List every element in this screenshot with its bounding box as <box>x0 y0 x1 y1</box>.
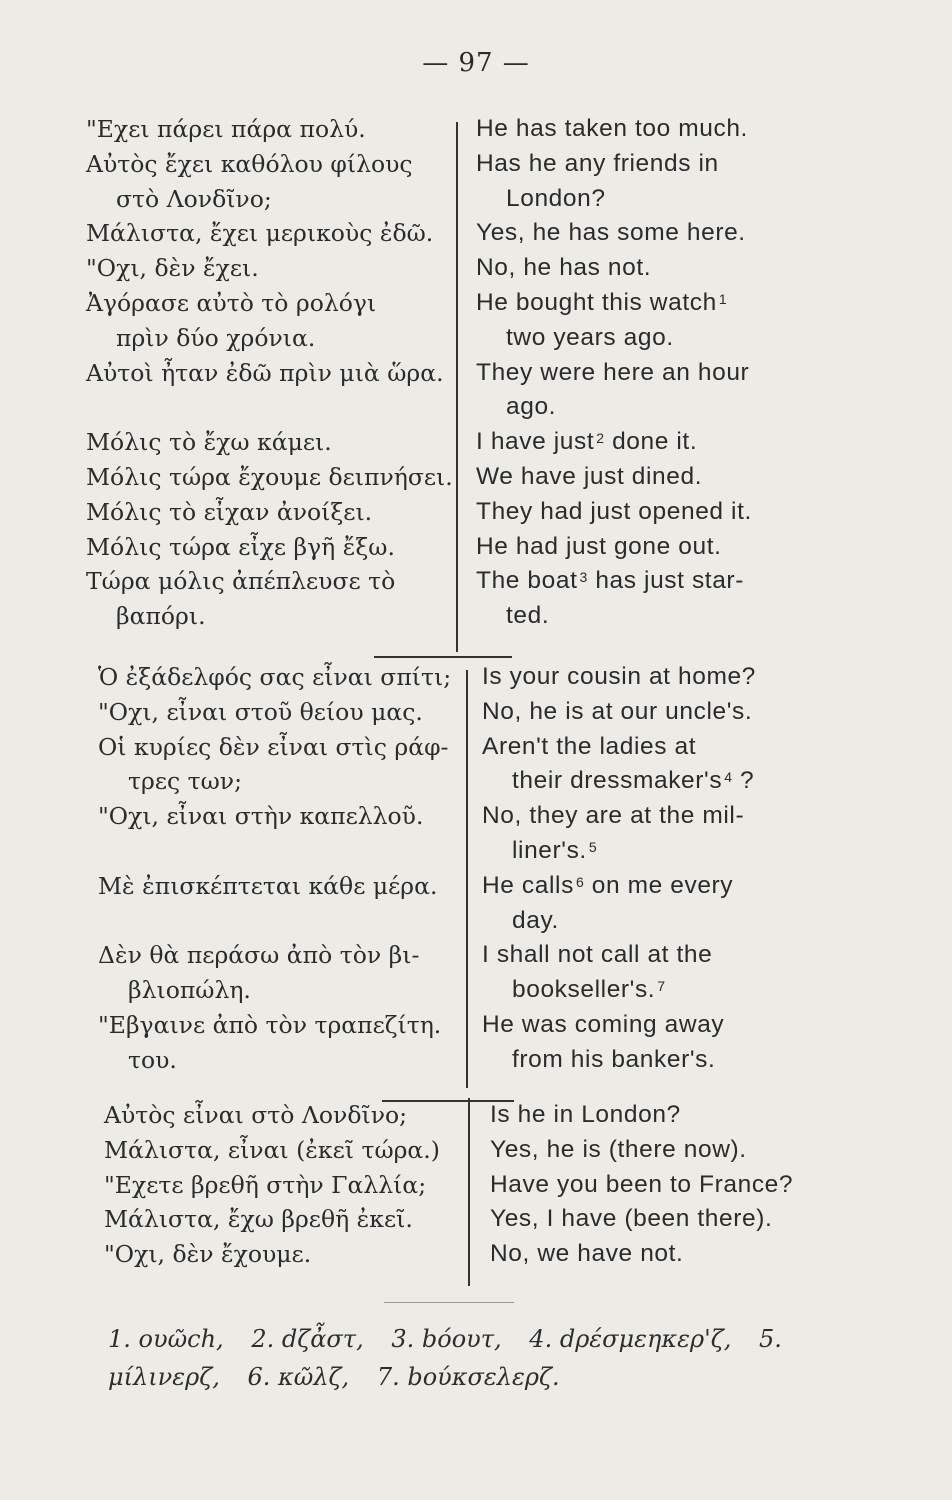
greek-line: "Οχι, εἶναι στὴν καπελλοῦ. <box>98 802 424 831</box>
english-line <box>476 356 752 391</box>
english-column <box>490 1098 793 1272</box>
english-line <box>482 764 756 799</box>
greek-line: "Οχι, εἶναι στοῦ θείου μας. <box>98 697 423 726</box>
english-line <box>482 834 756 869</box>
english-text-after: done it. <box>604 428 698 456</box>
english-text: liner's. <box>512 836 587 864</box>
english-line <box>476 564 752 599</box>
greek-line: Οἱ κυρίες δὲν εἶναι στὶς ράφ- <box>98 732 449 761</box>
footnote-rule <box>384 1302 514 1303</box>
english-line <box>482 695 756 730</box>
english-line <box>482 973 756 1008</box>
blank-line <box>86 390 453 425</box>
footnote-marker: 4 <box>724 769 733 786</box>
english-line <box>482 799 756 834</box>
greek-line: Αὐτὸς ἔχει καθόλου φίλους <box>86 149 413 178</box>
english-text: No, he is at our uncle's. <box>482 697 753 725</box>
greek-column <box>86 112 453 634</box>
english-line <box>476 495 752 530</box>
greek-line: Μόλις τὸ ἔχω κάμει. <box>86 428 332 457</box>
english-text: Is he in London? <box>490 1101 681 1128</box>
greek-line: "Εβγαινε ἀπὸ τὸν τραπεζίτη. <box>98 1010 442 1039</box>
column-divider <box>456 122 458 652</box>
english-line <box>482 938 756 973</box>
english-column <box>476 112 752 634</box>
english-line <box>482 730 756 765</box>
english-text: I shall not call at the <box>482 941 713 969</box>
english-text: We have just dined. <box>476 462 703 490</box>
greek-line: Αὐτὸς εἶναι στὸ Λονδῖνο; <box>104 1101 408 1129</box>
blank-line <box>98 834 451 869</box>
english-line <box>490 1168 793 1203</box>
footnote-marker: 5 <box>588 838 598 855</box>
section-separator <box>374 656 512 658</box>
greek-line: "Εχει πάρει πάρα πολύ. <box>86 115 366 143</box>
footnote: 3. bόουτ, <box>391 1325 502 1353</box>
greek-line: Μάλιστα, ἔχει μερικοὺς ἐδῶ. <box>86 219 434 248</box>
greek-column <box>98 660 451 1078</box>
blank-line <box>98 904 451 939</box>
english-line <box>482 869 756 904</box>
english-text: Yes, he has some here. <box>476 219 746 247</box>
footnote: 5. μίλινερζ, <box>108 1325 782 1391</box>
english-text: No, we have not. <box>490 1240 684 1268</box>
english-text: Have you been to France? <box>490 1170 794 1198</box>
greek-line: "Εχετε βρεθῆ στὴν Γαλλία; <box>104 1170 427 1199</box>
footnote-marker: 3 <box>579 569 588 586</box>
english-text: from his banker's. <box>512 1045 716 1073</box>
english-text-after: ? <box>732 767 755 795</box>
english-text: London? <box>506 184 606 212</box>
greek-line: Μόλις τώρα ἔχουμε δειπνήσει. <box>86 462 453 491</box>
greek-line: πρὶν δύο χρόνια. <box>116 323 316 352</box>
greek-line: Μὲ ἐπισκέπτεται κάθε μέρα. <box>98 871 438 900</box>
english-line <box>490 1202 793 1237</box>
greek-line: Μόλις τώρα εἶχε βγῆ ἔξω. <box>86 532 395 561</box>
english-text: I have just <box>476 428 595 456</box>
footnote: 6. κῶλζ, <box>247 1363 350 1391</box>
page-number: — 97 — <box>422 48 530 78</box>
english-text: The boat <box>476 567 578 595</box>
english-line <box>476 216 752 251</box>
greek-line: "Οχι, δὲν ἔχει. <box>86 254 259 283</box>
footnote: 4. dρέσμεηκερ'ζ, <box>529 1325 732 1353</box>
english-text: Yes, he is (there now). <box>490 1135 747 1163</box>
greek-column <box>104 1098 440 1272</box>
english-line <box>476 599 752 634</box>
greek-line: Τώρα μόλις ἀπέπλευσε τὸ <box>86 567 396 596</box>
english-line <box>476 147 752 182</box>
english-text: No, he has not. <box>476 254 652 282</box>
english-column <box>482 660 756 1078</box>
english-text: Is your cousin at home? <box>482 663 756 690</box>
english-line <box>490 1237 793 1272</box>
english-text: their dressmaker's <box>512 767 723 795</box>
english-line <box>482 904 756 939</box>
greek-line: Μάλιστα, εἶναι (ἐκεῖ τώρα.) <box>104 1135 440 1164</box>
english-text-after: on me every <box>584 871 734 899</box>
english-text: He has taken too much. <box>476 115 748 142</box>
greek-line: Αὐτοὶ ἦταν ἐδῶ πρὶν μιὰ ὥρα. <box>86 358 444 387</box>
english-line <box>476 182 752 217</box>
footnote-marker: 2 <box>596 430 605 447</box>
english-text: He bought this watch <box>476 288 717 316</box>
english-line <box>482 1008 756 1043</box>
english-text: Aren't the ladies at <box>482 732 697 760</box>
greek-line: στὸ Λονδῖνο; <box>116 184 272 213</box>
footnote: 2. dζἆστ, <box>251 1325 364 1353</box>
english-text: He was coming away <box>482 1010 725 1038</box>
english-line <box>482 1043 756 1078</box>
english-line <box>476 460 752 495</box>
english-line <box>476 251 752 286</box>
english-text-after: has just star- <box>587 567 744 595</box>
english-line <box>476 112 752 147</box>
footnote: 7. bούκσελερζ. <box>376 1363 560 1391</box>
english-text: They were here an hour <box>476 358 750 386</box>
english-line <box>476 286 752 321</box>
greek-line: βαπόρι. <box>116 602 206 631</box>
footnotes <box>108 1320 828 1396</box>
english-line <box>476 530 752 565</box>
greek-line: "Οχι, δὲν ἔχουμε. <box>104 1240 312 1269</box>
english-text: ago. <box>506 393 557 421</box>
english-line <box>490 1098 793 1133</box>
footnote-marker: 7 <box>657 978 666 995</box>
greek-line: Μάλιστα, ἔχω βρεθῆ ἐκεῖ. <box>104 1205 413 1234</box>
greek-line: τρες των; <box>128 767 242 796</box>
english-text: two years ago. <box>506 323 674 351</box>
english-line <box>476 390 752 425</box>
english-text: Yes, I have (been there). <box>490 1205 773 1233</box>
english-line <box>476 425 752 460</box>
english-text: day. <box>512 906 559 934</box>
english-text: Has he any friends in <box>476 149 719 177</box>
english-text: No, they are at the mil- <box>482 802 745 830</box>
greek-line: Ἀγόρασε αὐτὸ τὸ ρολόγι <box>86 288 377 317</box>
english-line <box>490 1133 793 1168</box>
english-text: He calls <box>482 871 574 899</box>
english-text: ted. <box>506 602 550 630</box>
english-text: bookseller's. <box>512 976 656 1004</box>
footnote-marker: 1 <box>718 290 728 307</box>
greek-line: του. <box>128 1045 177 1074</box>
footnote-marker: 6 <box>575 873 585 890</box>
column-divider <box>466 670 468 1088</box>
english-line <box>476 321 752 356</box>
greek-line: Μόλις τὸ εἶχαν ἀνοίξει. <box>86 497 373 526</box>
column-divider <box>468 1098 470 1286</box>
greek-line: Ὁ ἐξάδελφός σας εἶναι σπίτι; <box>98 663 452 691</box>
english-line <box>482 660 756 695</box>
english-text: He had just gone out. <box>476 532 722 560</box>
greek-line: βλιοπώλη. <box>128 976 251 1005</box>
greek-line: Δὲν θὰ περάσω ἀπὸ τὸν βι- <box>98 941 420 970</box>
english-text: They had just opened it. <box>476 497 752 525</box>
footnote: 1. ουῶch, <box>108 1325 224 1353</box>
